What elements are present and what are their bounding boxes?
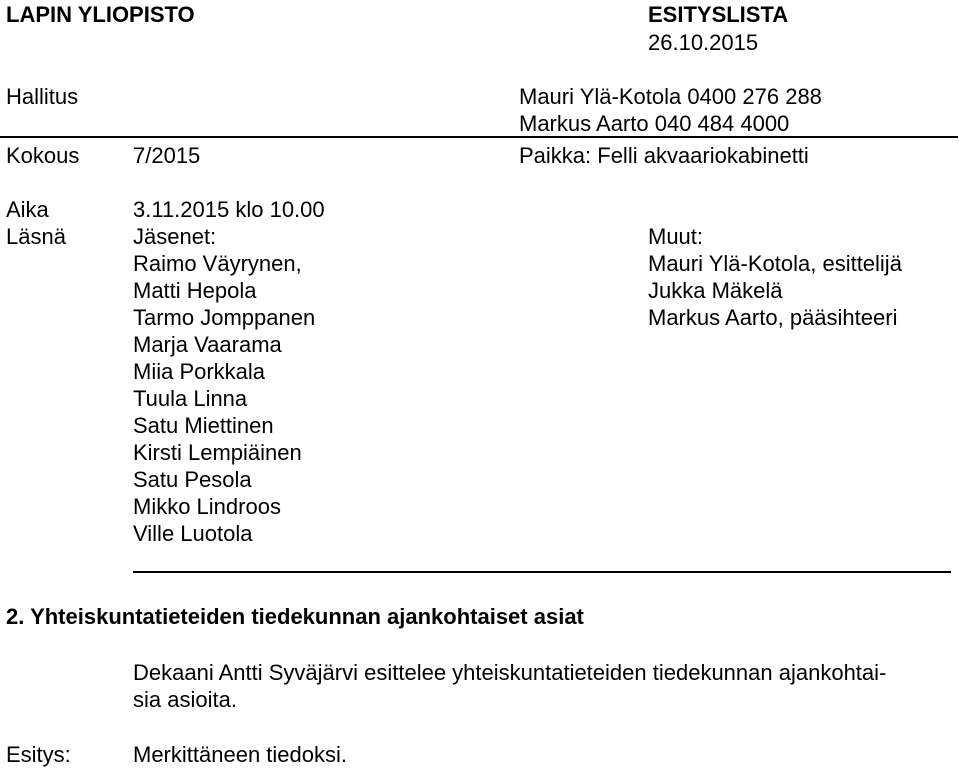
section-divider	[133, 571, 951, 573]
other-attendee: Mauri Ylä-Kotola, esittelijä	[648, 251, 902, 276]
others-list	[648, 250, 902, 331]
meeting-number: 7/2015	[133, 143, 201, 168]
member-name: Kirsti Lempiäinen	[133, 440, 302, 465]
other-attendee: Jukka Mäkelä	[648, 278, 783, 303]
meeting-label: Kokous	[6, 143, 80, 168]
agenda-item-title: 2. Yhteiskuntatieteiden tiedekunnan ajankohtaiset asiat	[6, 604, 584, 629]
document-date: 26.10.2015	[648, 30, 759, 55]
agenda-item-body-line-1: Dekaani Antti Syväjärvi esittelee yhteiskuntatieteiden tiedekunnan ajankohtai-	[133, 660, 887, 685]
attendance-label: Läsnä	[6, 224, 66, 249]
board-label: Hallitus	[6, 84, 79, 109]
member-name: Miia Porkkala	[133, 359, 266, 384]
proposal-label: Esitys:	[6, 742, 71, 767]
agenda-item-body-line-2: sia asioita.	[133, 687, 237, 712]
member-name: Matti Hepola	[133, 278, 257, 303]
member-name: Satu Pesola	[133, 467, 252, 492]
time-label: Aika	[6, 197, 49, 222]
document-type: ESITYSLISTA	[648, 2, 789, 27]
members-heading: Jäsenet:	[133, 224, 217, 249]
others-heading: Muut:	[648, 224, 704, 249]
members-list	[133, 250, 315, 547]
board-contact-1: Mauri Ylä-Kotola 0400 276 288	[519, 84, 822, 109]
proposal-text: Merkittäneen tiedoksi.	[133, 742, 347, 767]
time-value: 3.11.2015 klo 10.00	[133, 197, 325, 222]
board-contact-2: Markus Aarto 040 484 4000	[519, 111, 790, 136]
member-name: Ville Luotola	[133, 521, 253, 546]
member-name: Satu Miettinen	[133, 413, 274, 438]
member-name: Tarmo Jomppanen	[133, 305, 316, 330]
member-name: Raimo Väyrynen,	[133, 251, 302, 276]
meeting-place: Paikka: Felli akvaariokabinetti	[519, 143, 809, 168]
other-attendee: Markus Aarto, pääsihteeri	[648, 305, 898, 330]
member-name: Marja Vaarama	[133, 332, 282, 357]
university-name: LAPIN YLIOPISTO	[6, 2, 195, 27]
member-name: Tuula Linna	[133, 386, 248, 411]
header-divider	[0, 136, 958, 138]
member-name: Mikko Lindroos	[133, 494, 281, 519]
